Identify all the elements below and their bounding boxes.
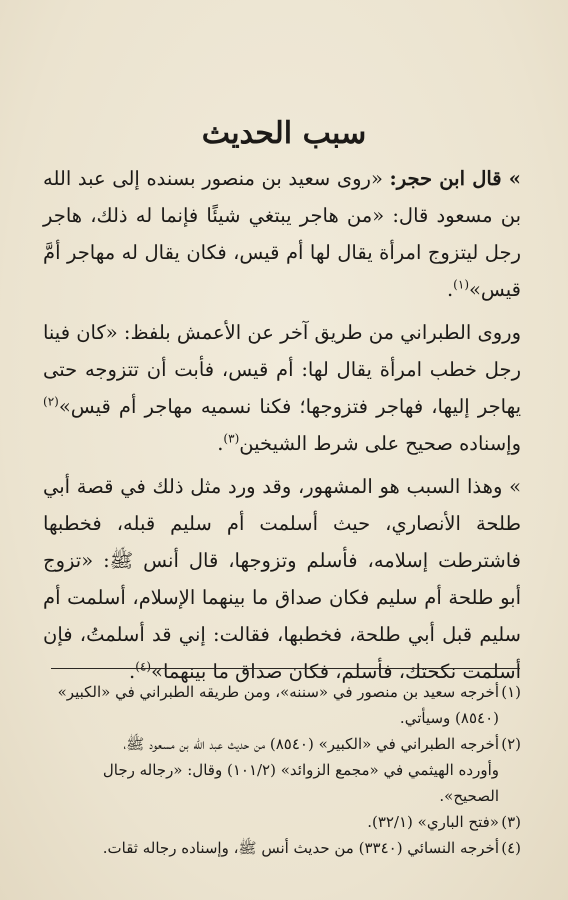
footnote-text: أخرجه سعيد بن منصور في «سننه»، ومن طريقه الطبراني في «الكبير» xyxy=(57,683,499,701)
paragraph-tail-2: . xyxy=(217,432,224,455)
paragraph-text: وروى الطبراني من طريق آخر عن الأعمش بلفظ: «كان فينا رجل خطب امرأة يقال لها: أم قيس، فأبت أن تتزوجه حتى يهاجر إليها، فهاجر فتزوجها؛ فكنا نسميه مهاجر أم قيس» xyxy=(42,321,521,418)
footnote-3 xyxy=(43,809,521,835)
footnote-number: (٣) xyxy=(501,813,521,831)
footnote-1 xyxy=(43,679,521,731)
footnote-text-continued: (٨٥٤٠) وسيأتي. xyxy=(399,709,499,727)
paragraph-tail: . xyxy=(129,660,136,683)
main-text xyxy=(43,160,521,690)
footnote-text: أخرجه الطبراني في «الكبير» (٨٥٤٠) من حديث عبد الله بن مسعود ﷺ، xyxy=(123,735,499,753)
paragraph-text: » وهذا السبب هو المشهور، وقد ورد مثل ذلك في قصة أبي طلحة الأنصاري، حيث أسلمت أم سليم قبله، فخطبها فاشترطت إسلامه، فأسلم وتزوجها، قال أنس ﷺ: «تزوج أبو طلحة أم سليم فكان صداق ما بينهما الإسلام، أسلمت أم سليم قبل أبي طلحة، فخطبها، فقالت: إني قد أسلمتُ، فإن أسلمت نكحتك، فأسلم، فكان صداق ما بينهما» xyxy=(43,475,521,683)
footnote-4 xyxy=(43,835,521,861)
paragraph-ibn-hajar xyxy=(43,160,521,308)
paragraph-tail: وإسناده صحيح على شرط الشيخين xyxy=(239,432,521,455)
paragraph-abu-talha xyxy=(43,468,521,690)
footnote-ref-1[interactable]: (١) xyxy=(453,277,469,292)
footnote-number: (٢) xyxy=(501,735,521,753)
footnote-divider xyxy=(51,668,520,669)
footnote-text: أخرجه النسائي (٣٣٤٠) من حديث أنس ﷺ، وإسناده رجاله ثقات. xyxy=(102,839,499,857)
footnotes-section xyxy=(43,679,521,861)
footnote-number: (٤) xyxy=(501,839,521,857)
footnote-2 xyxy=(43,731,521,809)
footnote-text: «فتح الباري» (٣٢/١). xyxy=(367,813,499,831)
footnote-ref-4[interactable]: (٤) xyxy=(135,659,152,674)
paragraph-tail: . xyxy=(446,278,454,301)
paragraph-text: «روى سعيد بن منصور بسنده إلى عبد الله بن مسعود قال: «من هاجر يبتغي شيئًا فإنما له ذلك، هاجر رجل ليتزوج امرأة يقال لها أم قيس، فكان يقال له مهاجر أمَّ قيس» xyxy=(43,167,521,301)
paragraph-lead: » قال ابن حجر: xyxy=(389,167,521,190)
footnote-text-continued: وأورده الهيثمي في «مجمع الزوائد» (١٠١/٢) وقال: «رجاله رجال الصحيح». xyxy=(102,761,499,805)
paragraph-tabarani xyxy=(43,314,521,462)
chapter-title: سبب الحديث xyxy=(201,116,367,151)
footnote-ref-2[interactable]: (٢) xyxy=(43,394,59,409)
footnote-ref-3[interactable]: (٣) xyxy=(223,431,240,446)
footnote-number: (١) xyxy=(501,683,521,701)
